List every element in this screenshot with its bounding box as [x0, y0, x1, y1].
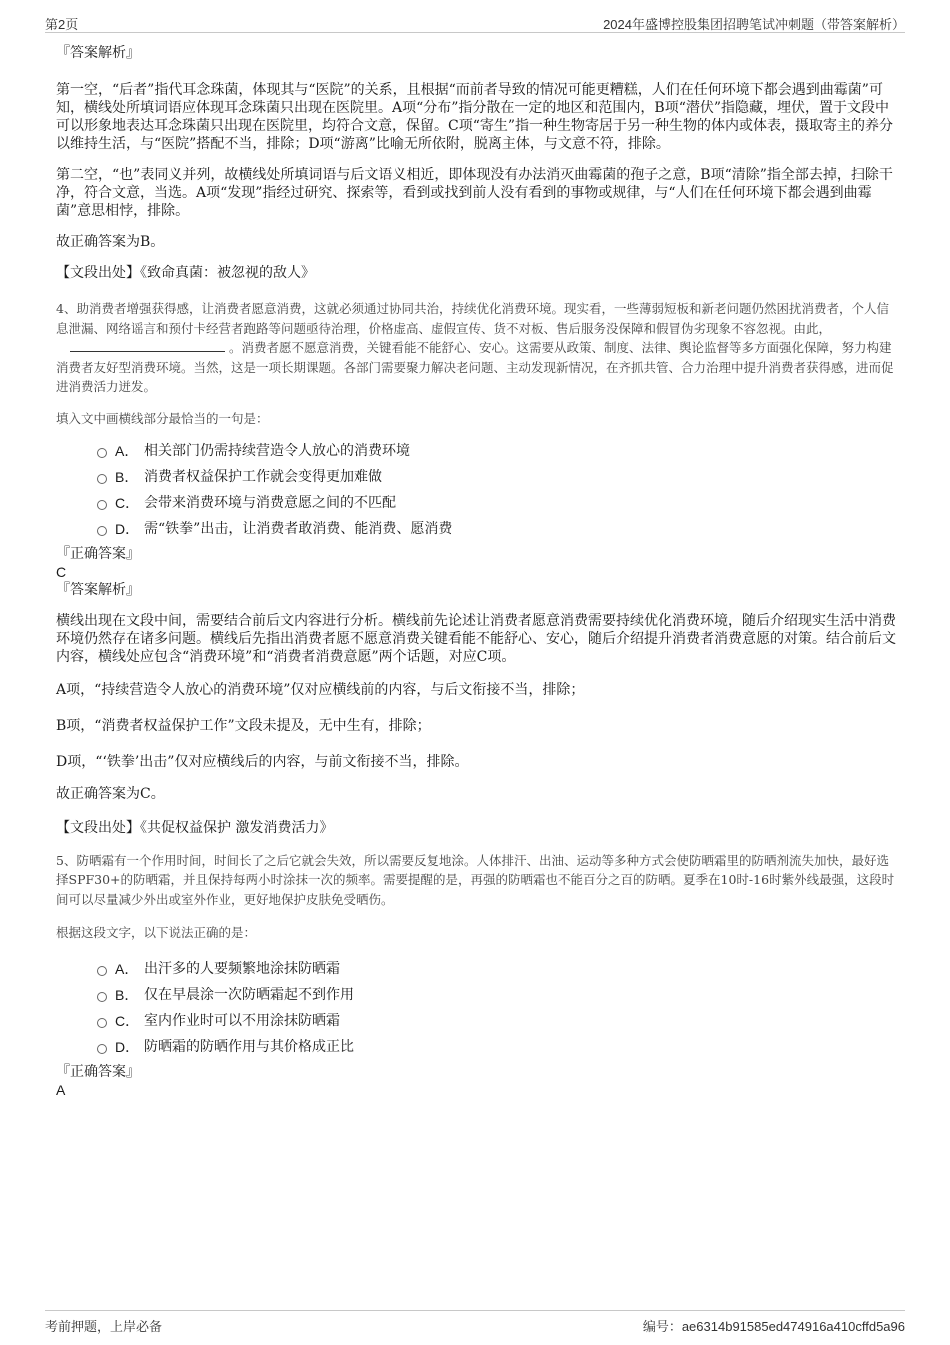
option-label: B．	[115, 987, 139, 1003]
q4-answer: C	[56, 563, 67, 580]
radio-button[interactable]	[97, 1044, 107, 1054]
page-number: 第2页	[45, 17, 79, 32]
q5-question-text: 5、防晒霜有一个作用时间，时间长了之后它就会失效，所以需要反复地涂。人体排汗、出油、运动等多种方式会使防晒霜里的防晒剂流失加快，最好选择SPF30+的防晒霜，并且保持每两小时涂抹一次的频率。需要提醒的是，再强的防晒霜也不能百分之百的防晒。夏季在10时-16时紫外线最强，这段时间可以尽量减少外出或室外作业，更好地保护皮肤免受晒伤。	[56, 852, 895, 907]
q5-answer-label: 『正确答案』	[56, 1064, 140, 1080]
q5-prompt: 根据这段文字，以下说法正确的是：	[56, 925, 257, 940]
radio-button[interactable]	[97, 992, 107, 1002]
q4-fill-blank	[70, 338, 225, 352]
q4-source: 【文段出处】《共促权益保护 激发消费活力》	[56, 819, 334, 836]
q4-analysis-d: D项，“‘铁拳’出击”仅对应横线后的内容，与前文衔接不当，排除。	[56, 753, 469, 770]
q4-option-d[interactable]	[56, 520, 896, 546]
option-label: D．	[115, 520, 140, 537]
option-text: 消费者权益保护工作就会变得更加难做	[144, 468, 382, 485]
option-text: 会带来消费环境与消费意愿之间的不匹配	[144, 494, 396, 511]
option-label: A．	[115, 961, 139, 977]
q4-analysis: 横线出现在文段中间，需要结合前后文内容进行分析。横线前先论述让消费者愿意消费需要持续优化消费环境，随后介绍现实生活中消费环境仍然存在诸多问题。横线后先指出消费者愿不愿意消费关键看能不能舒心、安心，随后介绍提升消费者消费意愿的对策。结合前后文内容，横线处应包含“消费环境”和“消费者消费意愿”两个话题，对应C项。	[56, 612, 896, 665]
document-body	[56, 44, 896, 1099]
option-text: 出汗多的人要频繁地涂抹防晒霜	[144, 961, 340, 977]
page-header	[45, 12, 905, 33]
q5-answer: A	[56, 1082, 66, 1098]
footer-slogan: 考前押题，上岸必备	[45, 1319, 163, 1334]
q4-option-c[interactable]	[56, 494, 896, 520]
q4-option-b[interactable]	[56, 468, 896, 494]
q3-source: 【文段出处】《致命真菌：被忽视的敌人》	[56, 265, 315, 281]
option-label: A．	[115, 442, 139, 459]
page-footer	[45, 1310, 905, 1335]
radio-button[interactable]	[97, 448, 107, 458]
q4-answer-label: 『正确答案』	[56, 545, 140, 562]
q5-option-c[interactable]	[56, 1012, 896, 1038]
option-label: C．	[115, 494, 140, 511]
option-label: D．	[115, 1039, 140, 1055]
q4-option-a[interactable]	[56, 442, 896, 468]
option-label: C．	[115, 1013, 140, 1029]
radio-button[interactable]	[97, 1018, 107, 1028]
radio-button[interactable]	[97, 474, 107, 484]
radio-button[interactable]	[97, 966, 107, 976]
document-title: 2024年盛博控股集团招聘笔试冲刺题（带答案解析）	[603, 17, 905, 32]
q4-analysis-b: B项，“消费者权益保护工作”文段未提及，无中生有，排除；	[56, 717, 431, 734]
radio-button[interactable]	[97, 500, 107, 510]
option-label: B．	[115, 468, 139, 485]
q4-analysis-a: A项，“持续营造令人放心的消费环境”仅对应横线前的内容，与后文衔接不当，排除；	[56, 681, 585, 698]
q4-question-text	[56, 299, 896, 397]
q3-analysis-para-1: 第一空，“后者”指代耳念珠菌，体现其与“医院”的关系，且根据“而前者导致的情况可能更糟糕，人们在任何环境下都会遇到曲霉菌”可知，横线处所填词语应体现耳念珠菌只出现在医院里。A项“分布”指分散在一定的地区和范围内，B项“潜伏”指隐藏，埋伏，置于文段中可以形象地表达耳念珠菌只出现在医院里，均符合文意，保留。C项“寄生”指一种生物寄居于另一种生物的体内或体表，摄取寄主的养分以维持生活，与“医院”搭配不当，排除；D项“游离”比喻无所依附，脱离主体，与文意不符，排除。	[56, 82, 894, 152]
option-text: 防晒霜的防晒作用与其价格成正比	[144, 1039, 354, 1055]
q4-options	[56, 442, 896, 546]
q5-option-d[interactable]	[56, 1038, 896, 1064]
radio-button[interactable]	[97, 526, 107, 536]
q3-analysis-label: 『答案解析』	[56, 45, 140, 61]
q5-option-b[interactable]	[56, 986, 896, 1012]
q4-text-before-blank: 4、助消费者增强获得感，让消费者愿意消费，这就必须通过协同共治，持续优化消费环境。现实看，一些薄弱短板和新老问题仍然困扰消费者，个人信息泄漏、网络谣言和预付卡经营者跑路等问题亟待治理，价格虚高、虚假宣传、货不对板、售后服务没保障和假冒伪劣现象不容忽视。由此，	[56, 301, 889, 336]
q4-text-after-blank: 。消费者愿不愿意消费，关键看能不能舒心、安心。这需要从政策、制度、法律、舆论监督等多方面强化保障，努力构建消费者友好型消费环境。当然，这是一项长期课题。各部门需要聚力解决老问题、主动发现新情况，在齐抓共管、合力治理中提升消费者获得感，进而促进消费活力迸发。	[56, 340, 894, 394]
q4-prompt: 填入文中画横线部分最恰当的一句是：	[56, 410, 269, 426]
option-text: 仅在早晨涂一次防晒霜起不到作用	[144, 987, 354, 1003]
option-text: 相关部门仍需持续营造令人放心的消费环境	[144, 442, 410, 459]
q3-conclusion: 故正确答案为B。	[56, 234, 165, 250]
document-id: 编号：ae6314b91585ed474916a410cffd5a96	[642, 1319, 905, 1334]
q5-options	[56, 960, 896, 1064]
q5-option-a[interactable]	[56, 960, 896, 986]
q3-analysis-para-2: 第二空，“也”表同义并列，故横线处所填词语与后文语义相近，即体现没有办法消灭曲霉菌的孢子之意，B项“清除”指全部去掉，扫除干净，符合文意，当选。A项“发现”指经过研究、探索等，看到或找到前人没有看到的事物或规律，与“人们在任何环境下都会遇到曲霉菌”意思相悖，排除。	[56, 167, 893, 219]
q4-conclusion: 故正确答案为C。	[56, 785, 165, 802]
q4-analysis-label: 『答案解析』	[56, 581, 140, 598]
option-text: 室内作业时可以不用涂抹防晒霜	[144, 1013, 340, 1029]
option-text: 需“铁拳”出击，让消费者敢消费、能消费、愿消费	[144, 520, 453, 537]
